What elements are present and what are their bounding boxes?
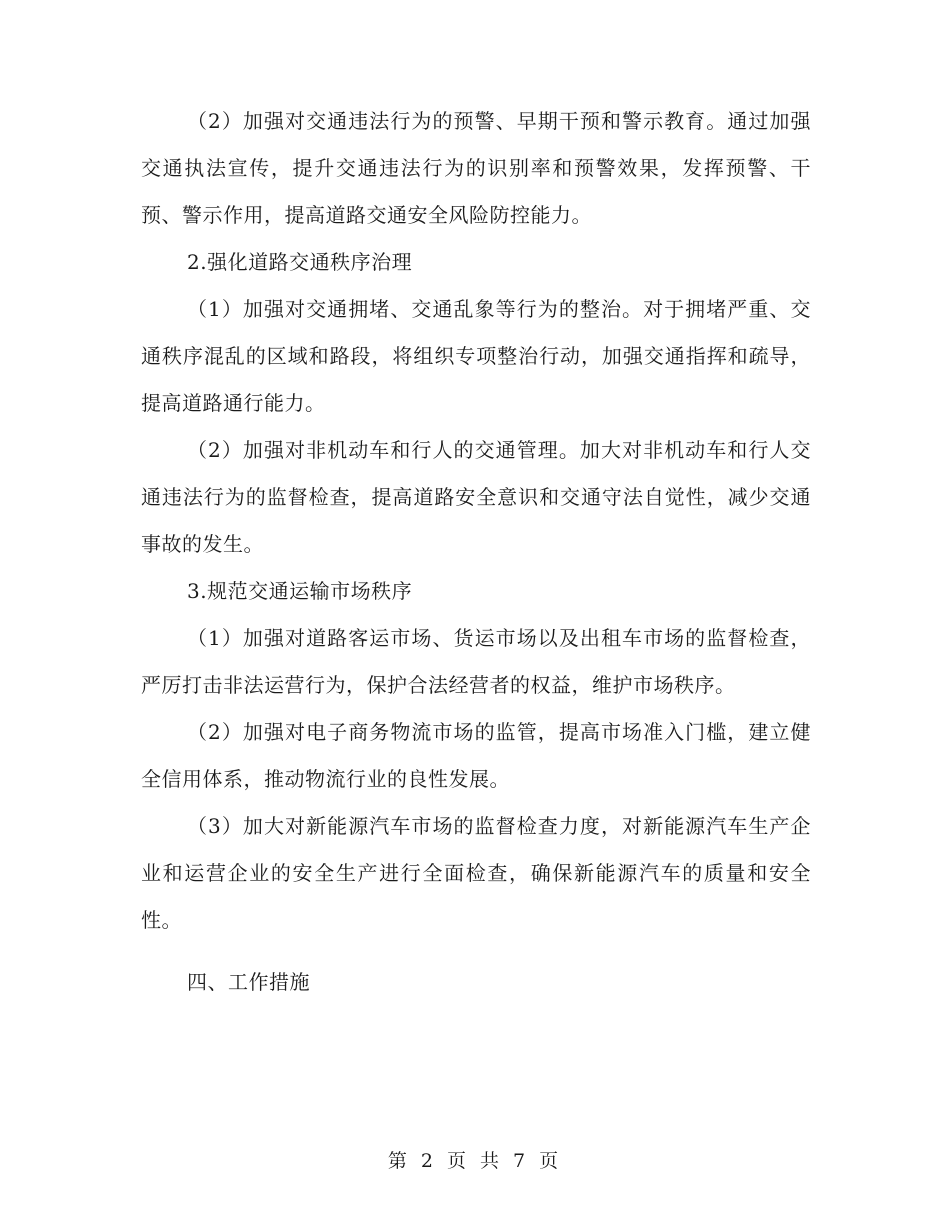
document-body <box>141 98 811 1006</box>
section-heading-traffic-order: 2.强化道路交通秩序治理 <box>187 250 413 274</box>
paragraph-congestion-control: （1）加强对交通拥堵、交通乱象等行为的整治。对于拥堵严重、交通秩序混乱的区域和路段，将组织专项整治行动，加强交通指挥和疏导，提高道路通行能力。 <box>141 297 811 415</box>
paragraph-nonmotor-pedestrian: （2）加强对非机动车和行人的交通管理。加大对非机动车和行人交通违法行为的监督检查，提高道路安全意识和交通守法自觉性，减少交通事故的发生。 <box>141 438 811 556</box>
section-heading-work-measures: 四、工作措施 <box>187 970 310 994</box>
paragraph-passenger-freight-market: （1）加强对道路客运市场、货运市场以及出租车市场的监督检查，严厉打击非法运营行为，保护合法经营者的权益，维护市场秩序。 <box>141 626 811 697</box>
paragraph-new-energy-vehicles: （3）加大对新能源汽车市场的监督检查力度，对新能源汽车生产企业和运营企业的安全生产进行全面检查，确保新能源汽车的质量和安全性。 <box>141 814 811 932</box>
paragraph-ecommerce-logistics: （2）加强对电子商务物流市场的监管，提高市场准入门槛，建立健全信用体系，推动物流行业的良性发展。 <box>141 720 811 791</box>
page-number-footer: 第 2 页 共 7 页 <box>387 1150 563 1172</box>
paragraph-early-warning: （2）加强对交通违法行为的预警、早期干预和警示教育。通过加强交通执法宣传，提升交通违法行为的识别率和预警效果，发挥预警、干预、警示作用，提高道路交通安全风险防控能力。 <box>141 109 811 227</box>
section-heading-transport-market: 3.规范交通运输市场秩序 <box>187 579 413 603</box>
